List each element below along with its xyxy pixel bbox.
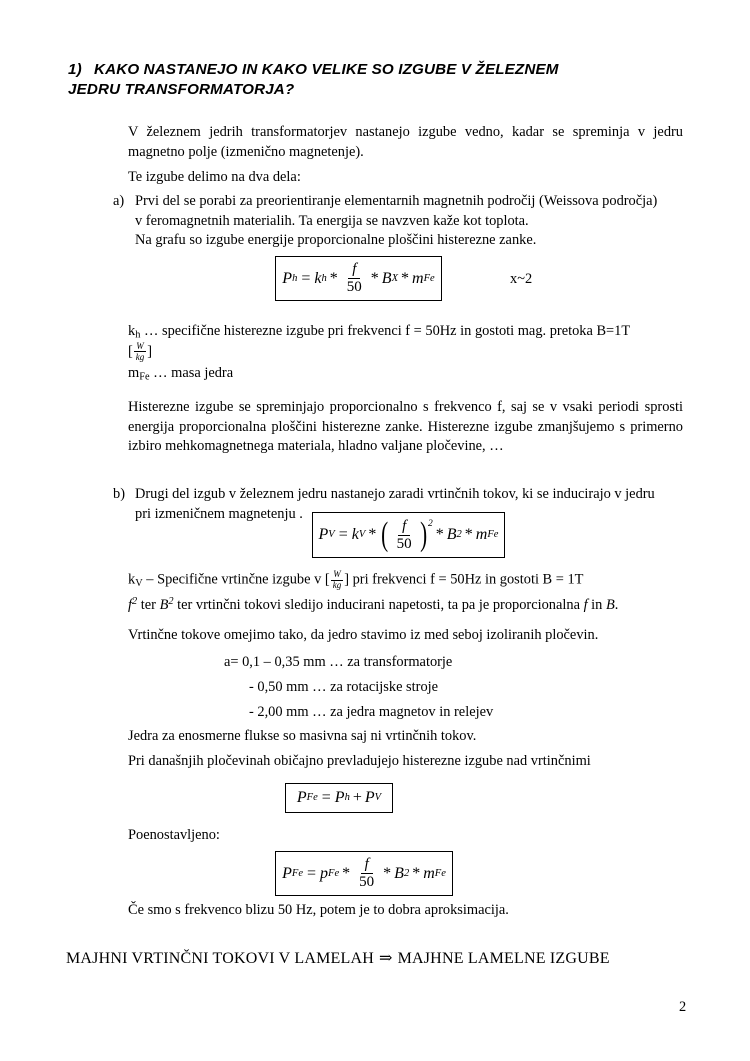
ph-symbol: P (282, 269, 293, 287)
f2-exponent: 2 (132, 595, 138, 607)
pfes-m-symbol: m (423, 864, 435, 882)
pfes-symbol: P (282, 864, 292, 882)
pfes-multiply-1: * (342, 864, 351, 882)
kh-def-subscript: h (135, 329, 141, 341)
mfe-def-text: … masa jedra (149, 365, 234, 381)
f2-text-1: ter (137, 597, 160, 613)
kh-symbol: k (314, 269, 322, 287)
conclusion-right: MAJHNE LAMELNE IZGUBE (397, 950, 610, 967)
pv-paren-group (379, 515, 433, 553)
conclusion-left: MAJHNI VRTINČNI TOKOVI V LAMELAH (66, 950, 374, 967)
b2-symbol: B (159, 597, 169, 613)
kv-unit-denominator: kg (332, 580, 342, 590)
pv-m-symbol: m (475, 526, 488, 543)
paragraph-hysteresis-explain: Histerezne izgube se spreminjajo proporcionalno s frekvenco f, saj se v vsaki periodi sprosti energija proporcionalna ploščini histerezne zanke. Histerezne izgube zmanjšujemo s primerno izbiro mehkomagnetnega materiala, hladno valjane pločevine, … (128, 399, 683, 455)
pv-multiply-3: * (464, 526, 473, 543)
formula-box-eddy (312, 512, 505, 558)
pv-paren-exponent: 2 (427, 518, 433, 529)
pfe-symbol: P (296, 789, 307, 806)
pfes-multiply-2: * (383, 864, 392, 882)
kh-unit-denominator: kg (135, 351, 145, 362)
definition-kh (128, 322, 683, 362)
pfes-fraction-denominator: 50 (359, 874, 375, 890)
pv-paren-open: ( (381, 515, 389, 553)
list-b-line1: Drugi del izgub v železnem jedru nastanejo zaradi vrtinčnih tokov, ki se inducirajo v jedru (135, 486, 655, 502)
formula-box-total (285, 783, 393, 813)
ph-multiply-3: * (401, 269, 410, 287)
title-text-line1: KAKO NASTANEJO IN KAKO VELIKE SO IZGUBE V ŽELEZNEM (94, 61, 559, 78)
kv-def-text-before: – Specifične vrtinčne izgube v (142, 571, 325, 588)
mfe-def-symbol: m (128, 365, 140, 381)
list-item-a (113, 192, 685, 251)
kh-def-symbol: k (128, 323, 136, 339)
paragraph-f2-b2 (128, 596, 683, 616)
ph-m-symbol: m (412, 269, 424, 287)
pfe-term2-symbol: P (364, 789, 375, 806)
conclusion-line (66, 948, 610, 968)
pfe-equals: = (321, 789, 331, 806)
paragraph-delimo: Te izgube delimo na dva dela: (128, 169, 301, 185)
pfes-b-symbol: B (394, 864, 404, 882)
measurement-item-3: - 2,00 mm … za jedra magnetov in relejev (249, 704, 494, 720)
paragraph-approximation: Če smo s frekvenco blizu 50 Hz, potem je to dobra aproksimacija. (128, 902, 509, 918)
ph-multiply-2: * (370, 269, 379, 287)
pv-b-symbol: B (446, 526, 457, 543)
formula-hysteresis-note: x~2 (510, 271, 533, 287)
kv-def-text-after: pri frekvenci f = 50Hz in gostoti B = 1T (349, 571, 584, 588)
definition-kv (128, 570, 683, 590)
formula-box-hysteresis (275, 256, 442, 301)
f2-symbol: f (128, 597, 132, 613)
pfe-plus: + (352, 789, 362, 806)
kh-unit-fraction (134, 342, 147, 362)
ph-multiply-1: * (329, 269, 338, 287)
mfe-def-subscript: Fe (139, 371, 150, 383)
ph-fraction-denominator: 50 (346, 279, 362, 295)
list-marker-a: a) (113, 193, 125, 209)
list-marker-b: b) (113, 486, 125, 502)
pv-fraction-numerator: f (398, 519, 410, 536)
kv-unit-bracket-open: [ (324, 571, 330, 588)
pv-paren-close: ) (419, 515, 427, 553)
pv-multiply-2: * (435, 526, 444, 543)
pfes-equals: = (307, 864, 317, 882)
title-number: 1) (68, 61, 82, 78)
formula-eddy-expression: P V = k V * ( $\frac{f}{50}$ ) 2 * B 2 * m Fe (318, 515, 499, 553)
pfes-p-symbol: p (320, 864, 329, 882)
b-symbol-inline: B (605, 597, 615, 613)
formula-simplified-expression: P Fe = p Fe * $\frac{f}{50}$ * B 2 * m Fe (282, 856, 446, 890)
pv-symbol: P (318, 526, 329, 543)
list-a-line3: Na grafu so izgube energije proporcionalne ploščini histerezne zanke. (135, 232, 537, 249)
definition-mfe (128, 364, 233, 384)
page-title (68, 60, 683, 100)
pfes-fraction (355, 857, 378, 890)
paragraph-dc-cores: Jedra za enosmerne flukse so masivna saj ni vrtinčnih tokov. (128, 728, 477, 744)
implies-arrow-icon: ⇒ (378, 950, 393, 967)
f2-text-2: ter vrtinčni tokovi sledijo inducirani napetosti, ta pa je proporcionalna (173, 597, 584, 613)
formula-total-expression: P Fe = P h + P V (296, 789, 382, 806)
formula-hysteresis-expression: P h = k h * $\frac{f}{50}$ * B X * m Fe (282, 261, 435, 295)
kv-symbol: k (351, 526, 359, 543)
pv-multiply-1: * (368, 526, 377, 543)
pv-fraction (393, 519, 416, 552)
ph-equals: = (301, 269, 311, 287)
page-number: 2 (679, 999, 687, 1015)
kh-unit-bracket-open: [ (128, 342, 133, 359)
label-simplified: Poenostavljeno: (128, 827, 220, 843)
b2-exponent: 2 (168, 595, 174, 607)
list-a-line1: Prvi del se porabi za preorientiranje elementarnih magnetnih področij (Weissova področja) (135, 193, 658, 209)
pfes-fraction-numerator: f (361, 857, 373, 874)
title-text-line2: JEDRU TRANSFORMATORJA? (68, 81, 295, 98)
kv-def-symbol: k (128, 571, 136, 588)
measurement-item-1: a= 0,1 – 0,35 mm … za transformatorje (224, 654, 453, 670)
list-b-line2: pri izmeničnem magnetenju . (135, 505, 303, 522)
ph-b-symbol: B (381, 269, 392, 287)
f2-text-end: . (614, 597, 619, 613)
pv-fraction-denominator: 50 (396, 535, 412, 552)
ph-fraction-numerator: f (348, 262, 360, 279)
f-symbol-inline: f (583, 597, 588, 613)
kv-unit-bracket-close: ] (344, 571, 349, 588)
measurement-item-2: - 0,50 mm … za rotacijske stroje (249, 679, 439, 695)
kh-unit-bracket-close: ] (147, 342, 153, 359)
kh-def-text: … specifične histerezne izgube pri frekvenci f = 50Hz in gostoti mag. pretoka B=1T (140, 323, 631, 339)
kv-unit-numerator: W (333, 569, 341, 579)
paragraph-today-sheets: Pri današnjih pločevinah običajno prevladujejo histerezne izgube nad vrtinčnimi (128, 753, 591, 769)
pfe-term1-symbol: P (334, 789, 345, 806)
list-a-line2: v feromagnetnih materialih. Ta energija se navzven kaže kot toplota. (135, 212, 529, 229)
f2-text-3: in (587, 597, 606, 613)
pv-equals: = (338, 526, 348, 543)
formula-box-simplified (275, 851, 453, 896)
ph-fraction (343, 262, 366, 295)
kh-unit-numerator: W (136, 340, 144, 351)
kv-unit-fraction (331, 570, 344, 590)
paragraph-eddy-limit: Vrtinčne tokove omejimo tako, da jedro stavimo iz med seboj izoliranih pločevin. (128, 627, 599, 643)
pfes-multiply-3: * (412, 864, 421, 882)
kv-def-subscript: V (135, 577, 143, 589)
paragraph-intro: V železnem jedrih transformatorjev nastanejo izgube vedno, kadar se spreminja v jedru magnetno polje (izmenično magnetenje). (128, 124, 683, 160)
